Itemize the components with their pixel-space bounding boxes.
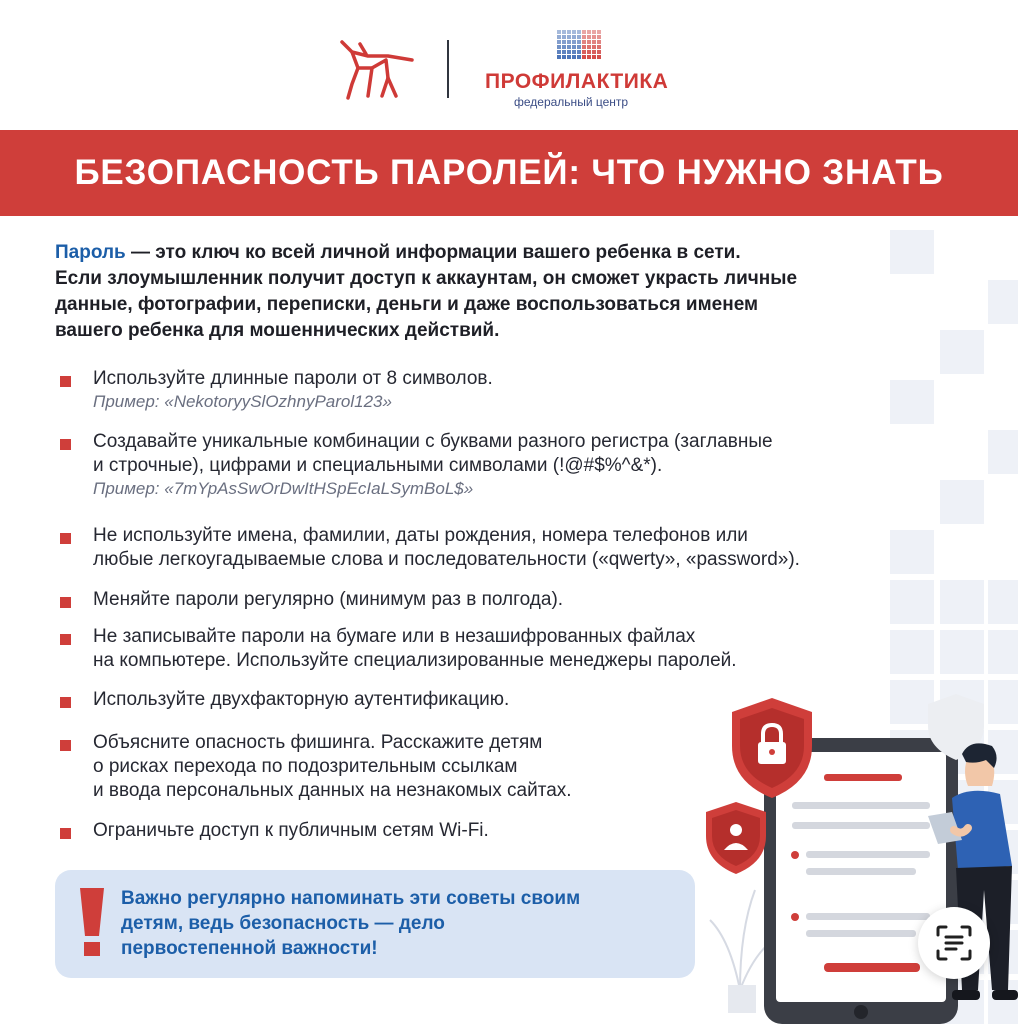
logo-grid-cell xyxy=(557,35,561,39)
logo-grid-cell xyxy=(562,50,566,54)
logo-subtitle: федеральный центр xyxy=(514,95,629,109)
user-shield-icon xyxy=(706,802,766,874)
logo-grid-cell xyxy=(592,30,596,34)
tip-example: Пример: «NekotoryySlOzhnyParol123» xyxy=(93,392,392,411)
logo-grid-cell xyxy=(567,50,571,54)
horse-logo-icon xyxy=(338,38,416,100)
background-square xyxy=(890,580,934,624)
logo-grid-cell xyxy=(557,40,561,44)
logo-grid-cell xyxy=(577,35,581,39)
background-square xyxy=(940,480,984,524)
logo-grid-cell xyxy=(557,45,561,49)
background-square xyxy=(890,630,934,674)
background-square xyxy=(988,580,1018,624)
logo-grid-cell xyxy=(557,30,561,34)
background-square xyxy=(940,630,984,674)
background-square xyxy=(988,430,1018,474)
logo-grid-cell xyxy=(582,40,586,44)
logo-grid-cell xyxy=(567,30,571,34)
tip-line: Создавайте уникальные комбинации с буквами разного регистра (заглавные xyxy=(93,431,773,452)
logo-title: ПРОФИЛАКТИКА xyxy=(485,70,669,93)
logo-grid-cell xyxy=(567,45,571,49)
notice-text xyxy=(121,886,681,961)
tip-line: и строчные), цифрами и специальными символами (!@#$%^&*). xyxy=(93,455,663,476)
intro-line: вашего ребенка для мошеннических действий. xyxy=(55,320,500,341)
bullet-square-icon xyxy=(60,828,71,839)
logo-grid-cell xyxy=(567,35,571,39)
tip-line: и ввода персональных данных на незнакомых сайтах. xyxy=(93,780,572,801)
logo-grid-cell xyxy=(592,45,596,49)
logo-grid-cell xyxy=(572,55,576,59)
notice-line: первостепенной важности! xyxy=(121,938,378,959)
logo-grid-cell xyxy=(597,55,601,59)
logo-grid-cell xyxy=(577,50,581,54)
logo-grid-cell xyxy=(582,30,586,34)
logo-grid-cell xyxy=(592,55,596,59)
logo-separator xyxy=(447,40,449,98)
logo-grid-cell xyxy=(592,35,596,39)
logo-grid-cell xyxy=(557,50,561,54)
tip-item xyxy=(60,430,773,500)
logo-grid-cell xyxy=(587,30,591,34)
tip-item xyxy=(60,367,493,413)
tip-item xyxy=(60,819,489,843)
logo-grid-cell xyxy=(597,45,601,49)
logo-grid-cell xyxy=(597,30,601,34)
notice-line: детям, ведь безопасность — дело xyxy=(121,913,445,934)
tip-line: Используйте длинные пароли от 8 символов. xyxy=(93,368,493,389)
bullet-square-icon xyxy=(60,740,71,751)
logo-grid-cell xyxy=(582,35,586,39)
logo-grid-cell xyxy=(567,55,571,59)
background-square xyxy=(890,530,934,574)
logo-grid-cell xyxy=(562,30,566,34)
header-logos xyxy=(0,0,1018,130)
logo-grid-cell xyxy=(587,40,591,44)
logo-grid-cell xyxy=(572,35,576,39)
bullet-square-icon xyxy=(60,634,71,645)
tip-line: Ограничьте доступ к публичным сетям Wi-Fi. xyxy=(93,820,489,841)
logo-grid-cell xyxy=(562,55,566,59)
notice-box xyxy=(55,870,695,978)
bullet-square-icon xyxy=(60,376,71,387)
logo-grid-cell xyxy=(582,50,586,54)
tip-item xyxy=(60,588,563,612)
exclamation-icon xyxy=(77,886,107,958)
tip-line: Объясните опасность фишинга. Расскажите детям xyxy=(93,732,543,753)
logo-grid-cell xyxy=(587,55,591,59)
background-square xyxy=(890,380,934,424)
logo-grid-cell xyxy=(557,55,561,59)
intro-line: данные, фотографии, переписки, деньги и даже воспользоваться именем xyxy=(55,294,759,315)
tip-item xyxy=(60,524,800,572)
logo-grid-cell xyxy=(567,40,571,44)
logo-grid-cell xyxy=(572,50,576,54)
tip-line: на компьютере. Используйте специализированные менеджеры паролей. xyxy=(93,650,737,671)
tip-line: любые легкоугадываемые слова и последовательности («qwerty», «password»). xyxy=(93,549,800,570)
logo-grid-cell xyxy=(587,35,591,39)
logo-grid-cell xyxy=(562,35,566,39)
text-scan-button[interactable] xyxy=(918,907,990,979)
logo-grid-cell xyxy=(562,40,566,44)
logo-grid-cell xyxy=(587,45,591,49)
tip-line: Не используйте имена, фамилии, даты рождения, номера телефонов или xyxy=(93,525,748,546)
logo-grid-cell xyxy=(577,55,581,59)
logo-grid-cell xyxy=(587,50,591,54)
background-square xyxy=(988,280,1018,324)
notice-line: Важно регулярно напоминать эти советы своим xyxy=(121,888,581,909)
tip-line: Меняйте пароли регулярно (минимум раз в полгода). xyxy=(93,589,564,610)
prof-grid-logo-icon xyxy=(557,30,603,62)
tip-example: Пример: «7mYpAsSwOrDwItHSpEcIaLSymBoL$» xyxy=(93,479,474,498)
plant-pot xyxy=(728,985,756,1013)
logo-grid-cell xyxy=(577,45,581,49)
intro-paragraph xyxy=(55,240,955,344)
logo-grid-cell xyxy=(572,45,576,49)
tip-item xyxy=(60,625,737,673)
bullet-square-icon xyxy=(60,597,71,608)
logo-grid-cell xyxy=(577,30,581,34)
intro-keyword: Пароль xyxy=(55,242,126,263)
tip-line: о рисках перехода по подозрительным ссылкам xyxy=(93,756,518,777)
logo-grid-cell xyxy=(572,40,576,44)
logo-grid-cell xyxy=(582,55,586,59)
logo-grid-cell xyxy=(577,40,581,44)
logo-grid-cell xyxy=(592,50,596,54)
title-banner xyxy=(0,130,1018,216)
tip-line: Используйте двухфакторную аутентификацию. xyxy=(93,689,510,710)
intro-line: Если злоумышленник получит доступ к аккаунтам, он сможет украсть личные xyxy=(55,268,798,289)
logo-grid-cell xyxy=(562,45,566,49)
tip-item xyxy=(60,731,572,803)
bullet-square-icon xyxy=(60,439,71,450)
text-scan-icon xyxy=(934,923,974,963)
logo-grid-cell xyxy=(597,50,601,54)
bullet-square-icon xyxy=(60,697,71,708)
intro-line xyxy=(55,240,955,266)
tip-line: Не записывайте пароли на бумаге или в незашифрованных файлах xyxy=(93,626,696,647)
logo-grid-cell xyxy=(592,40,596,44)
intro-line1-text: — это ключ ко всей личной информации вашего ребенка в сети. xyxy=(125,242,741,263)
background-square xyxy=(940,580,984,624)
background-square xyxy=(988,630,1018,674)
page-title: БЕЗОПАСНОСТЬ ПАРОЛЕЙ: ЧТО НУЖНО ЗНАТЬ xyxy=(74,153,944,192)
logo-grid-cell xyxy=(597,35,601,39)
logo-grid-cell xyxy=(582,45,586,49)
logo-grid-cell xyxy=(572,30,576,34)
logo-grid-cell xyxy=(597,40,601,44)
bullet-square-icon xyxy=(60,533,71,544)
tip-item xyxy=(60,688,509,712)
